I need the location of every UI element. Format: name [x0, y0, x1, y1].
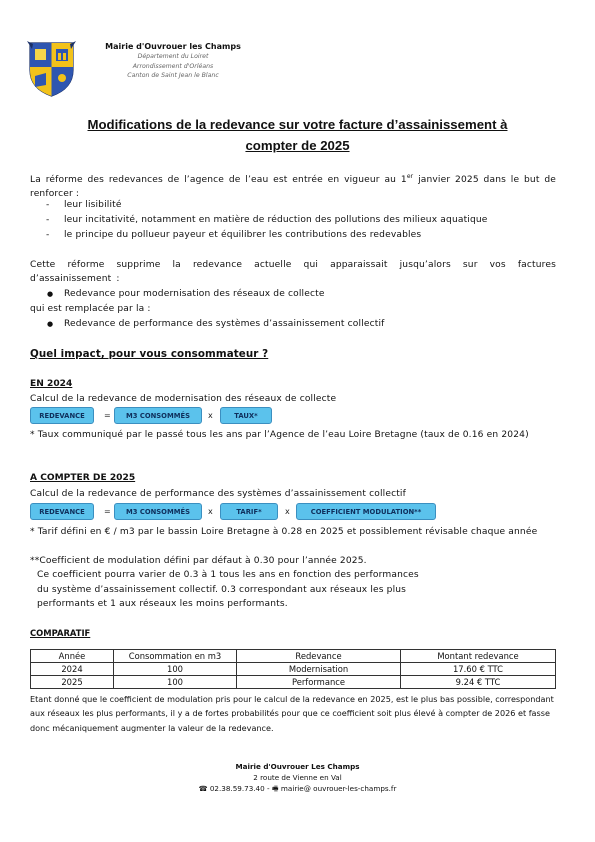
- list-item: - le principe du pollueur payeur et équilibrer les contributions des redevables: [46, 230, 422, 240]
- times-sign: x: [285, 507, 290, 516]
- formula-2024-taux: TAUX*: [220, 407, 272, 424]
- formula-2025-redevance: REDEVANCE: [30, 503, 94, 520]
- times-sign: x: [208, 411, 213, 420]
- column-header: Consommation en m3: [114, 650, 237, 663]
- table-row: [31, 676, 556, 689]
- department-line: Département du Loiret: [137, 53, 209, 60]
- note-2025-line5: performants et 1 aux réseaux les moins performants.: [37, 599, 288, 609]
- times-sign: x: [208, 507, 213, 516]
- line-2024: Calcul de la redevance de modernisation des réseaux de collecte: [30, 394, 337, 404]
- equals-sign: =: [104, 411, 111, 420]
- replaced-by-text: qui est remplacée par la :: [30, 304, 151, 314]
- comparatif-table: [30, 649, 556, 689]
- table-cell: Modernisation: [237, 663, 401, 676]
- impact-heading: Quel impact, pour vous consommateur ?: [30, 348, 269, 360]
- table-cell: 100: [114, 676, 237, 689]
- table-cell: 17.60 € TTC: [401, 663, 556, 676]
- column-header: Montant redevance: [401, 650, 556, 663]
- line-2025: Calcul de la redevance de performance des systèmes d’assainissement collectif: [30, 489, 406, 499]
- list-item: ● Redevance de performance des systèmes d’assainissement collectif: [47, 319, 385, 329]
- table-cell: 2024: [31, 663, 114, 676]
- formula-2025-tarif: TARIF*: [220, 503, 278, 520]
- formula-2024-m3: M3 CONSOMMÉS: [114, 407, 202, 424]
- table-cell: 100: [114, 663, 237, 676]
- conclusion-paragraph: Etant donné que le coefficient de modulation pris pour le calcul de la redevance en 2025, est le plus bas possible, correspondant aux réseaux les plus performants, il y a de fortes probabilités pour que ce coefficient soit plus élevé à compter de 2026 et fasse donc mécaniquement augmenter la valeur de la redevance.: [30, 694, 554, 733]
- column-header: Redevance: [237, 650, 401, 663]
- heading-2024: EN 2024: [30, 379, 73, 389]
- org-name: Mairie d'Ouvrouer les Champs: [105, 42, 241, 51]
- arrondissement-line: Arrondissement d'Orléans: [132, 62, 214, 70]
- footer-contact: ☎ 02.38.59.73.40 - 🖷 mairie@ ouvrouer-les-champs.fr: [198, 784, 397, 793]
- new-list: [30, 317, 556, 331]
- table-row: [31, 663, 556, 676]
- column-header: Année: [31, 650, 114, 663]
- footer-name: Mairie d'Ouvrouer Les Champs: [235, 762, 360, 771]
- formula-2025-coefficient: COEFFICIENT MODULATION**: [296, 503, 436, 520]
- page-title: Modifications de la redevance sur votre facture d’assainissement à compter de 2025: [87, 117, 508, 153]
- note-2025-tarif: * Tarif défini en € / m3 par le bassin Loire Bretagne à 0.28 en 2025 et possiblement révisable chaque année: [30, 527, 538, 537]
- list-item: - leur incitativité, notamment en matière de réduction des pollutions des milieux aquatique: [46, 215, 488, 225]
- intro-paragraph: La réforme des redevances de l’agence de l’eau est entrée en vigueur au 1er janvier 2025 dans le but de renforcer :: [30, 173, 556, 200]
- table-header-row: [31, 650, 556, 663]
- reform-paragraph: Cette réforme supprime la redevance actuelle qui apparaissait jusqu’alors sur vos factures d’assainissement :: [30, 260, 556, 285]
- note-2025-coefficient: **Coefficient de modulation défini par défaut à 0.30 pour l’année 2025.: [30, 556, 367, 566]
- coat-of-arms-logo: [27, 40, 76, 97]
- note-2025-line3: Ce coefficient pourra varier de 0.3 à 1 tous les ans en fonction des performances: [37, 570, 419, 580]
- list-item: - leur lisibilité: [46, 200, 122, 210]
- formula-2025-m3: M3 CONSOMMÉS: [114, 503, 202, 520]
- formula-2024-redevance: REDEVANCE: [30, 407, 94, 424]
- footer-address: 2 route de Vienne en Val: [253, 773, 342, 782]
- removed-list: [30, 287, 556, 301]
- heading-2025: A COMPTER DE 2025: [30, 473, 136, 483]
- note-2024: * Taux communiqué par le passé tous les ans par l’Agence de l’eau Loire Bretagne (taux de 0.16 en 2024): [30, 430, 529, 440]
- list-item: ● Redevance pour modernisation des réseaux de collecte: [47, 289, 325, 299]
- table-cell: Performance: [237, 676, 401, 689]
- intro-list: [30, 198, 556, 243]
- comparatif-heading: COMPARATIF: [30, 628, 91, 638]
- table-cell: 2025: [31, 676, 114, 689]
- canton-line: Canton de Saint Jean le Blanc: [127, 72, 219, 79]
- note-2025-line4: du système d’assainissement collectif. 0.3 correspondant aux réseaux les plus: [37, 585, 407, 595]
- equals-sign: =: [104, 507, 111, 516]
- header-block: [98, 41, 248, 81]
- table-cell: 9.24 € TTC: [401, 676, 556, 689]
